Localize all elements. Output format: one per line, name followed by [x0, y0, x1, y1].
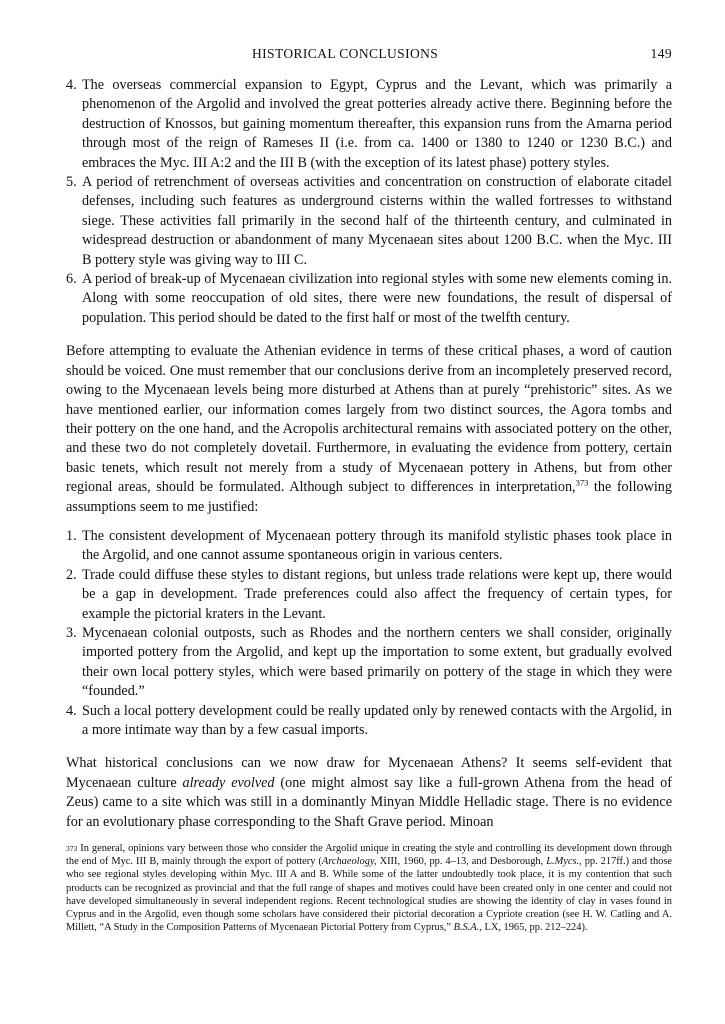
list-item-text: The consistent development of Mycenaean pottery through its manifold stylistic phases took place in the Argolid, and one cannot assume spontaneous origin in various centers. — [82, 527, 672, 564]
list-item-number: 2. — [66, 566, 77, 583]
list-item-number: 4. — [66, 77, 77, 93]
list-item — [66, 173, 672, 270]
list-item-text: Such a local pottery development could be really updated only by renewed contacts with the Argolid, in a more intimate way than by a few casual imports. — [82, 702, 672, 738]
list-item-number: 3. — [66, 624, 77, 641]
list-item — [66, 270, 672, 328]
running-head-title: HISTORICAL CONCLUSIONS — [252, 46, 439, 61]
footnote-text: In general, opinions vary between those who consider the Argolid unique in creating the style and controlling its development down through the end of Myc. III B, mainly through the export of pottery ( — [66, 843, 672, 868]
page-number: 149 — [650, 46, 672, 61]
list-item-number: 4. — [66, 702, 77, 719]
list-item-text: The overseas commercial expansion to Egypt, Cyprus and the Levant, which was primarily a phenomenon of the Argolid and involved the great potteries already active there. Beginning before the destruction of Knossos, but gaining momentum thereafter, this expansion runs from the Amarna period through most of the reign of Rameses II (i.e. from ca. 1400 or 1380 to 1240 or 1230 B.C.) and embraces the Myc. III A:2 and the III B (with the exception of its latest phase) pottery styles. — [82, 77, 672, 171]
list-item-text: A period of retrenchment of overseas activities and concentration on construction of elaborate citadel defenses, including such features as underground cisterns within the walled fortresses to withstand siege. These activities fall primarily in the second half of the thirteenth century, and culminated in widespread destruction or abandonment of many Mycenaean sites about 1200 B.C. when the Myc. III B pottery style was giving way to III C. — [82, 174, 672, 268]
footnote-text: XIII, 1960, pp. 4–13, and Desborough, — [376, 856, 547, 868]
page — [66, 42, 672, 934]
emphasis: already evolved — [182, 774, 275, 791]
footnote-text: LX, 1965, pp. 212–224). — [481, 922, 588, 934]
footnote-citation: L.Mycs., — [546, 856, 582, 868]
list-item-number: 1. — [66, 527, 77, 544]
list-item-text: Mycenaean colonial outposts, such as Rhodes and the northern centers we shall consider, originally imported pottery from the Argolid, and kept up the importation to some extent, but gradually evolved their own local pottery styles, which were based primarily on pottery of the stage in which they were “founded.” — [82, 624, 672, 700]
list-item-text: A period of break-up of Mycenaean civilization into regional styles with some new elements coming in. Along with some reoccupation of old sites, there were new foundations, the result of dispersal of population. This period should be dated to the first half or most of the twelfth century. — [82, 271, 672, 326]
footnote-citation: Archaeology, — [321, 856, 377, 868]
running-head — [66, 42, 672, 68]
footnote-ref[interactable]: 373 — [575, 477, 589, 488]
phases-list — [66, 76, 672, 328]
list-item-text: Trade could diffuse these styles to distant regions, but unless trade relations were kept up, there would be a gap in development. Trade preferences could also affect the frequency of certain types, for example the pictorial kraters in the Levant. — [82, 566, 672, 622]
list-item — [66, 76, 672, 173]
footnote-citation: B.S.A., — [453, 922, 482, 934]
list-item-number: 6. — [66, 271, 77, 288]
paragraph-caution — [66, 342, 672, 517]
tenets-list — [66, 527, 672, 740]
paragraph-conclusions — [66, 754, 672, 832]
footnote-number: 373 — [66, 844, 78, 854]
list-item — [66, 566, 672, 624]
paragraph-text: the following assumptions seem to me justified: — [66, 479, 672, 515]
paragraph-text: Before attempting to evaluate the Athenian evidence in terms of these critical phases, a word of caution should be voiced. One must remember that our conclusions derive from an incompletely preserved record, owing to the Mycenaean levels being more disturbed at Athens than at purely “prehistoric” sites. As we have mentioned earlier, our information comes largely from two distinct sources, the Agora tombs and their pottery on the one hand, and the Acropolis architectural remains with associated pottery on the other, and these two do not completely dovetail. Furthermore, in evaluating the evidence from pottery, certain basic tenets, which result not merely from a study of Mycenaean pottery in Athens, but from other regional areas, should be formulated. Although subject to differences in interpretation, — [66, 343, 672, 496]
footnote — [66, 842, 672, 934]
list-item — [66, 702, 672, 741]
paragraph-text: What historical conclusions can we now draw for Mycenaean Athens? It seems self-evident that Mycenaean culture — [66, 755, 672, 791]
list-item — [66, 527, 672, 566]
paragraph-text: (one might almost say like a full-grown Athena from the head of Zeus) came to a site which was still in a dominantly Minyan Middle Helladic stage. There is no evidence for an evolutionary phase corresponding to the Shaft Grave period. Minoan — [66, 774, 672, 830]
list-item-number: 5. — [66, 174, 77, 191]
list-item — [66, 624, 672, 702]
footnote-text: pp. 217ff.) and those who see regional styles developing within Myc. III A and B. While some of the latter undoubtedly took place, it is my contention that such products can be recognized as provincial and that the full range of shapes and motives could have been created only in one center and could not have developed simultaneously in several independent regions. Recent technological studies are showing the identity of clay in vases found in Cyprus and in the Argolid, even though some scholars have considered their pictorial decoration a Cypriote creation (see H. W. Catling and A. Millett, “A Study in the Composition Patterns of Mycenaean Pictorial Pottery from Cyprus,” — [66, 856, 672, 934]
